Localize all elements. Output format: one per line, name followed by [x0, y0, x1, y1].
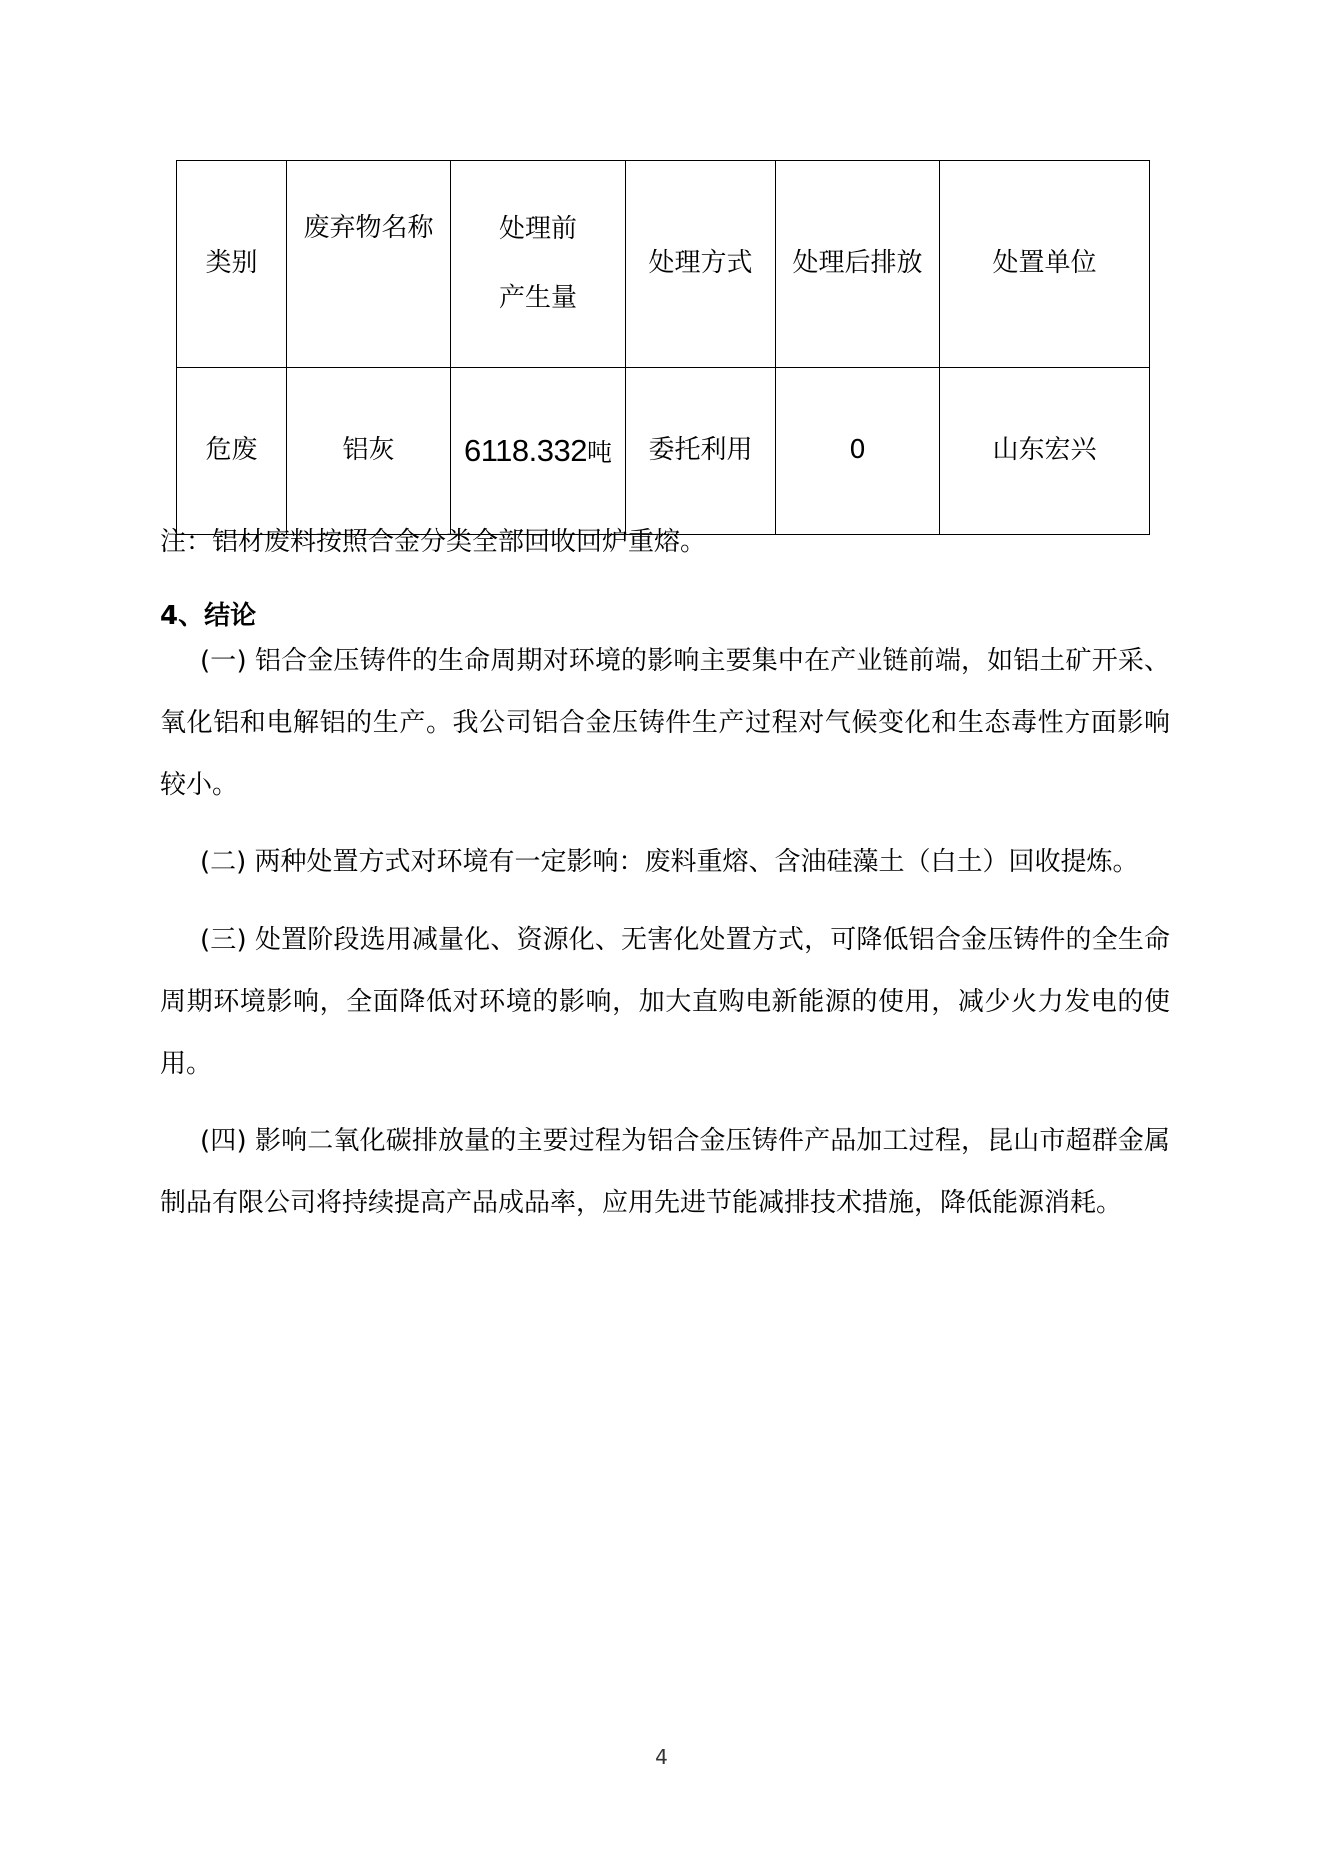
- header-waste-name: 废弃物名称: [287, 161, 451, 368]
- amount-unit: 吨: [586, 438, 612, 468]
- conclusion-paragraph-1: (一) 铝合金压铸件的生命周期对环境的影响主要集中在产业链前端，如铝土矿开采、氧化铝和电解铝的生产。我公司铝合金压铸件生产过程对气候变化和生态毒性方面影响较小。: [160, 646, 1170, 800]
- cell-method: 委托利用: [626, 368, 776, 535]
- cell-after-discharge: 0: [776, 368, 940, 535]
- page-number: 4: [655, 1745, 668, 1769]
- cell-waste-name: 铝灰: [287, 368, 451, 535]
- header-category: 类别: [177, 161, 287, 368]
- conclusion-paragraph-2: (二) 两种处置方式对环境有一定影响：废料重熔、含油硅藻土（白土）回收提炼。: [200, 847, 1139, 877]
- conclusion-paragraph-3: (三) 处置阶段选用减量化、资源化、无害化处置方式，可降低铝合金压铸件的全生命周期环境影响，全面降低对环境的影响，加大直购电新能源的使用，减少火力发电的使用。: [160, 925, 1170, 1079]
- conclusion-paragraph-4: (四) 影响二氧化碳排放量的主要过程为铝合金压铸件产品加工过程，昆山市超群金属制品有限公司将持续提高产品成品率，应用先进节能减排技术措施，降低能源消耗。: [160, 1126, 1170, 1218]
- header-amount-before-line1: 处理前: [498, 213, 577, 244]
- header-amount-before: [451, 161, 626, 368]
- cell-category: 危废: [177, 368, 287, 535]
- header-method: 处理方式: [626, 161, 776, 368]
- section-heading: 4、结论: [160, 601, 257, 631]
- cell-disposal-unit: 山东宏兴: [940, 368, 1150, 535]
- amount-value: 6118.332: [463, 433, 587, 469]
- table-note: 注：铝材废料按照合金分类全部回收回炉重熔。: [160, 527, 707, 557]
- waste-disposal-table: [176, 160, 1150, 535]
- header-after-discharge: 处理后排放: [776, 161, 940, 368]
- header-amount-before-line2: 产生量: [498, 283, 577, 313]
- table-row: [177, 368, 1150, 535]
- header-disposal-unit: 处置单位: [940, 161, 1150, 368]
- table-header-row: [177, 161, 1150, 368]
- cell-amount: [451, 368, 626, 535]
